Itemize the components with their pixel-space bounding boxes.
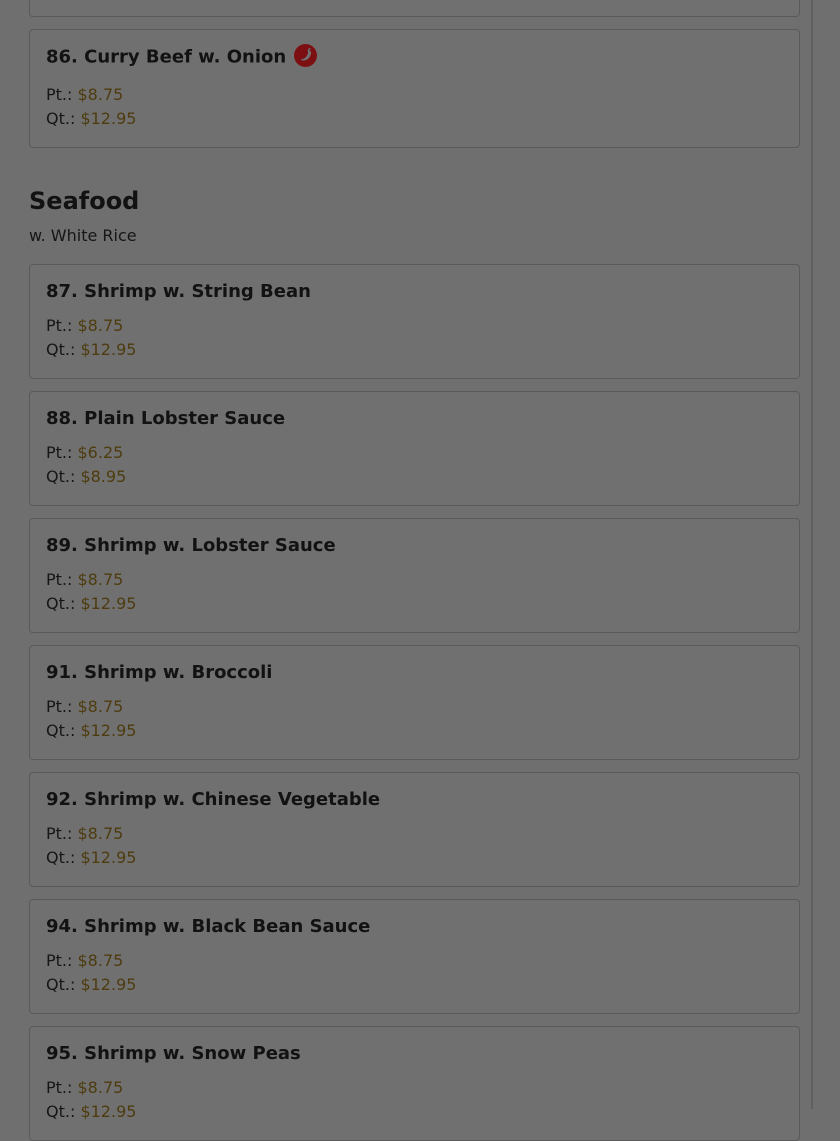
pint-price: $8.75 <box>77 824 124 843</box>
menu-item-card[interactable] <box>29 29 800 148</box>
menu-item-title: 92. Shrimp w. Chinese Vegetable <box>46 789 381 810</box>
menu-item-card[interactable] <box>29 391 800 506</box>
quart-price-line <box>46 467 126 486</box>
pint-label: Pt.: <box>46 824 73 843</box>
pint-price-line <box>46 570 123 589</box>
quart-label: Qt.: <box>46 467 76 486</box>
menu-item-card[interactable] <box>29 1026 800 1141</box>
quart-price-line <box>46 721 136 740</box>
menu-item-card[interactable] <box>29 772 800 887</box>
menu-item-title: 94. Shrimp w. Black Bean Sauce <box>46 916 371 937</box>
pint-price-line <box>46 443 123 462</box>
pint-price: $8.75 <box>77 316 124 335</box>
quart-price-line <box>46 594 136 613</box>
pint-price-line <box>46 697 123 716</box>
menu-item-title <box>46 46 317 69</box>
quart-price-line <box>46 1102 136 1121</box>
quart-price: $12.95 <box>80 721 137 740</box>
quart-price-line <box>46 340 136 359</box>
pint-label: Pt.: <box>46 316 73 335</box>
quart-price-line <box>46 848 136 867</box>
menu-item-title: 87. Shrimp w. String Bean <box>46 281 311 302</box>
spicy-pepper-icon <box>294 44 317 67</box>
menu-item-title: 89. Shrimp w. Lobster Sauce <box>46 535 336 556</box>
quart-price: $12.95 <box>80 848 137 867</box>
quart-price-line <box>46 975 136 994</box>
menu-item-title: 88. Plain Lobster Sauce <box>46 408 286 429</box>
menu-item-card[interactable] <box>29 645 800 760</box>
quart-label: Qt.: <box>46 721 76 740</box>
menu-item-card[interactable] <box>29 264 800 379</box>
pint-price-line <box>46 85 123 104</box>
quart-price: $12.95 <box>80 1102 137 1121</box>
pint-label: Pt.: <box>46 951 73 970</box>
pint-label: Pt.: <box>46 570 73 589</box>
menu-item-title: 91. Shrimp w. Broccoli <box>46 662 273 683</box>
pint-label: Pt.: <box>46 443 73 462</box>
pint-price: $8.75 <box>77 951 124 970</box>
pint-price: $8.75 <box>77 697 124 716</box>
pint-price: $8.75 <box>77 570 124 589</box>
quart-label: Qt.: <box>46 594 76 613</box>
quart-label: Qt.: <box>46 975 76 994</box>
quart-label: Qt.: <box>46 340 76 359</box>
menu-item-card-partial[interactable] <box>29 0 800 17</box>
quart-price: $12.95 <box>80 109 137 128</box>
section-subtitle: w. White Rice <box>29 226 137 245</box>
pint-label: Pt.: <box>46 1078 73 1097</box>
pint-price-line <box>46 1078 123 1097</box>
quart-price-line <box>46 109 136 128</box>
quart-price: $12.95 <box>80 594 137 613</box>
pint-label: Pt.: <box>46 85 73 104</box>
quart-label: Qt.: <box>46 109 76 128</box>
menu-item-title-text: 86. Curry Beef w. Onion <box>46 46 287 68</box>
menu-item-card[interactable] <box>29 518 800 633</box>
page-divider <box>811 0 813 1109</box>
quart-label: Qt.: <box>46 848 76 867</box>
menu-item-title: 95. Shrimp w. Snow Peas <box>46 1043 301 1064</box>
quart-price: $12.95 <box>80 340 137 359</box>
pint-price-line <box>46 824 123 843</box>
menu-item-card[interactable] <box>29 899 800 1014</box>
pint-price: $8.75 <box>77 85 124 104</box>
quart-price: $12.95 <box>80 975 137 994</box>
pint-price-line <box>46 316 123 335</box>
pint-label: Pt.: <box>46 697 73 716</box>
pint-price: $8.75 <box>77 1078 124 1097</box>
pint-price: $6.25 <box>77 443 124 462</box>
section-title: Seafood <box>29 187 140 215</box>
quart-label: Qt.: <box>46 1102 76 1121</box>
quart-price: $8.95 <box>80 467 127 486</box>
pint-price-line <box>46 951 123 970</box>
